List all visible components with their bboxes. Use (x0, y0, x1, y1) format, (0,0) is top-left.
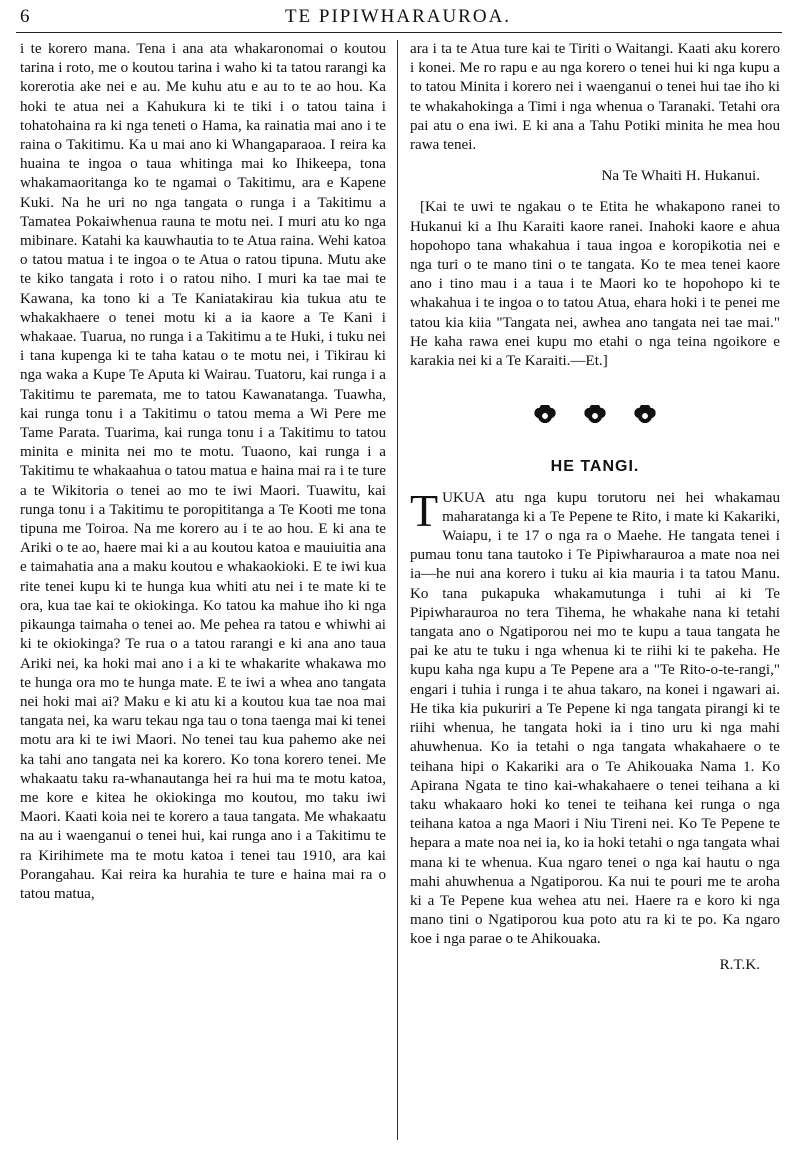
author-signature: Na Te Whaiti H. Hukanui. (601, 168, 760, 185)
author-initials: R.T.K. (719, 956, 760, 973)
right-column (410, 40, 780, 975)
left-column-text: i te korero mana. Tena i ana ata whakaronomai o koutou tarina i roto, me o koutou tarina i waho ki ta tatou rarangi ka korerotia ake nei e au. Me kuhu atu e au to te ao hou. Ka hoki te atua nei a Kahukura ki te tiki i o tatou taina i tohatohaina ra ki nga teneti o Hama, ka rainatia mai ano i te raina o Takitimu. Ka u mai ano ki Whangaparaoa. I reira ka huaina te ingoa o taua whitinga mai ko Ihikeepa, tona whakamaoritanga ko te ngamai o Takitimu, ara e Kapene Kuki. Na he uri no nga tangata o runga i a Takitimu a Tamatea Pokaiwhenua rauna te motu nei. I muri atu ko nga mibinare. Katahi ka kauwhautia to te Atua raina. Wehi katoa o tatou matua i te ingoa o te Atua o ratou tipuna. Mutu ake te kiko tangata i roto i o ratou niho. I muri ka tae mai te Kawana, ka tono ki a Te Kaniatakirau kia tukua atu te whakakhaere o tenei motu ki a ia kaore a Te Kani i whakaae. Tuarua, no runga i a Takitimu a te Huki, i tuku nei i tana kupenga ki te taha katau o te motu nei, i Tikirau ki nga waka a Kupe Te Aputa ki Wairau. Tuatoru, kai runga i a Takitimu te paremata, me to tatou Kawanatanga. Tuawha, kai runga tonu i a Takitimu o tatou mema a Wi Pere me Tame Parata. Tuarima, kai runga tonu i a Takitimu to tatou minita e minita nei mo te motu. Tuaono, kai runga i a Takitimu te whakaahua o tatou matua e haina mai ra i te ture a te Wikitoria o tenei ao mo te iwi Maori. Tuawitu, kai runga tonu i a Takitimu te poropititanga a Te Kooti me tona tipuna me Toiroa. Na me korero au i te ao hou. E ki ana te Ariki o te ao, haere mai ki a au koutou katoa e mauiuitia ana e taimahatia ana a maku koutou e whakaokioki. E te iwi kua rite tenei kupu ki te hunga kua whiti atu nei i te mate ki te ora, kua tae kai te okiokinga. Ko tatou ka mahue iho ki nga pikaunga taimaha o tenei ao. Me pehea ra tatou e whiwhi ai ki te okiokinga? Te rua o a tatou rarangi e ki ana ano taua Ariki nei, ka hoki mai ano i a ki te whakarite whakawa mo te hunga ora mo te hunga mate. E te iwi a whea ano tangata nei hoki mai ai? Maku e ki atu ki a koutou kua tae noa mai tangata nei, ka waru tekau nga tau o tona taenga mai ki tenei motu ara ki te iwi Maori. No tenei tau kua pahemo ake nei ka tahi ano tangata nei ka korero. Ko tona korero tenei. Me whakaatu taku ra-whanautanga hei ra hui ma te motu katoa, me kore e kitea he okiokinga mo koutou, mo taku iwi Maori. Kaati koia nei te korero a taua tangata. Me whakaatu na au i waenganui o tenei hui, kai runga ano i a Takitimu te ra Kirihimete ma te motu katoa i tenei tau 1910, ara kai Porangahau. Kai reira ka hurahia te ture e haina mai ra o tatou matua, (20, 41, 386, 902)
header-rule (16, 32, 782, 33)
drop-cap: T (410, 484, 439, 536)
fern-flower-icon (584, 405, 606, 425)
tangi-text: UKUA atu nga kupu torutoru nei hei whakamau maharatanga ki a Te Pepene te Rito, i mate ki Kakariki, Waiapu, i te 17 o nga ra o Maehe. He tangata tenei i pumau tonu tana tautoko i Te Pipiwharauroa a mate noa nei ia—he nui ana korero i tuku ai kia mauria i ta tatou Manu. Ko tana pukapuka whakamutunga i tuhi ai ki Te Pipiwharauroa no tera Tihema, he whakahe nana ki tetahi tangata ano o Ngatiporou nei mo te kupu a taua tangata he pai ke atu te tuku i nga whenua ki te riihi ki te pakeha. He kupu kaha nga kupu a Te Pepene ara a "Te Rito-o-te-rangi," engari i tuhia i runga i te ahua takaro, na konei i ngawari ai. He tika kia pukuriri a Te Pepene ki nga tangata pirangi ki te riihi whenua, he tangata hoki ia i tino uru ki nga mahi ahuwhenua. Ko ia tetahi o nga tangata whakahaere o te teihana hipi o Kakariki ara o Te Ahikouaka Nama 1. Ko Apirana Ngata te tino kai-whakahaere o tenei teihana a ki taku whakaaro hoki ko tenei te teihana kei runga o nga teihana katoa a nga Maori i Niu Tireni nei. Ko Te Pepene te hepara a mate noa nei ia, ko ia hoki tetahi o nga tangata whai mana ki te whenua. Kua ngaro tenei o nga kai hautu o nga mahi ahuwhenua a Ngatiporou. Ka nui te pouri me te aroha ki a Te Pepene kua wehea atu nei. Haere ra e koro ki nga mano tini o Ngatiporou kua poto atu ra ki te po. Ka ngaro koe i nga parae o te Ahikouaka. (410, 489, 780, 948)
editor-note: [Kai te uwi te ngakau o te Etita he whakapono ranei to Hukanui ki a Ihu Karaiti kaore ranei. Inahoki kaore e ahua hopohopo tana whakahua i taua ingoa e koropikotia nei e nga turi o te mano tini o te tangata. Ko te mea tenei kaore ano i tino mau i a taua i te Maori ko te hopohopo ki te whakahua i te ingoa o to tatou Atua, ehara hoki i te penei me tatou kia kiia "Tangata nei, awhea ano tangata nei tae mai." He kaha rawa enei kupu mo etahi o nga teina ngoikore e karakia nei ki a Te Karaiti.—Et.] (410, 199, 780, 370)
tangi-article (410, 484, 780, 950)
page-number: 6 (20, 6, 30, 27)
section-heading: HE TANGI. (550, 458, 640, 476)
column-divider (397, 40, 398, 1140)
newspaper-title: TE PIPIWHARAUROA. (284, 6, 512, 27)
ornament-row (410, 405, 780, 431)
page-header (0, 6, 796, 34)
continuation-text: ara i ta te Atua ture kai te Tiriti o Waitangi. Kaati aku korero i konei. Me ro rapu e au nga korero o tenei hui ki nga kupu a to tatou Minita i korero nei i waenganui o tenei hui tae iho ki te whakahokinga a Timi i nga whenua o Taranaki. Tetahi ora pai atu o ena iwi. E ki ana a Tahu Potiki minita he mea hou rawa tenei. (410, 41, 780, 154)
fern-flower-icon (634, 405, 656, 425)
fern-flower-icon (534, 405, 556, 425)
left-column (20, 40, 386, 904)
